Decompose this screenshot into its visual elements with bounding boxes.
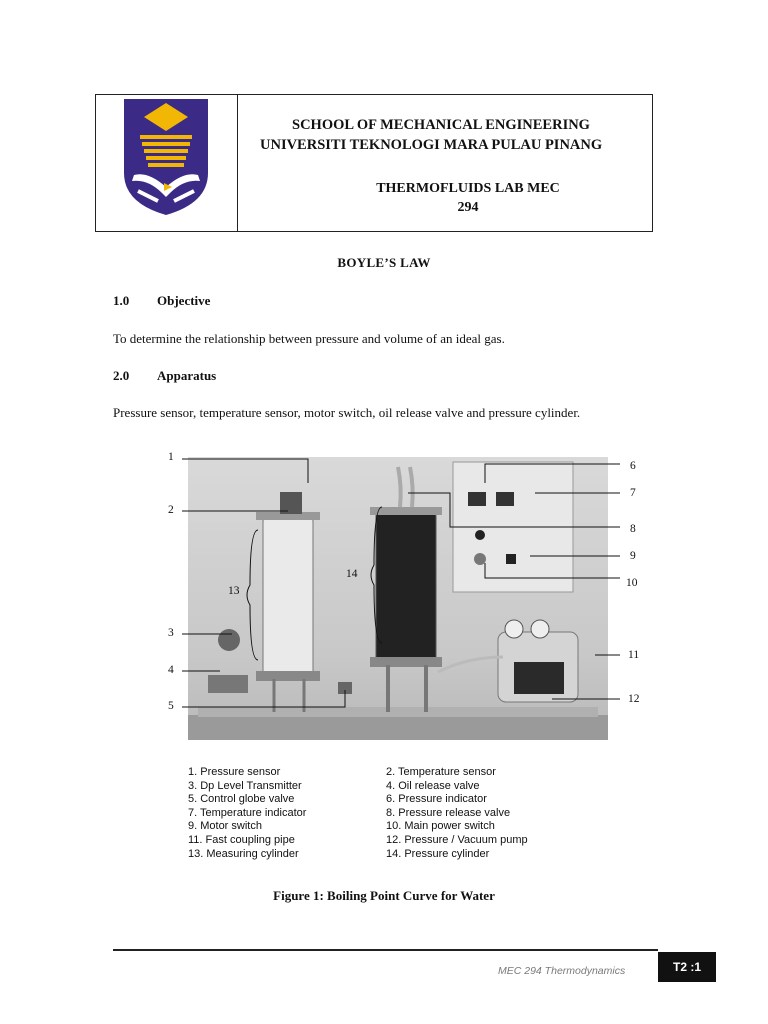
callout-10: 10 <box>626 577 638 589</box>
callout-9: 9 <box>630 550 636 562</box>
legend-item: 5. Control globe valve <box>188 793 295 806</box>
page-number-badge: T2 :1 <box>658 952 716 982</box>
section-2-text: Pressure sensor, temperature sensor, motor switch, oil release valve and pressure cylinder. <box>113 405 581 420</box>
legend-item: 6. Pressure indicator <box>386 793 487 806</box>
footer-course: MEC 294 Thermodynamics <box>498 965 626 977</box>
footer-divider <box>113 949 658 951</box>
uitm-logo <box>118 95 214 217</box>
callout-6: 6 <box>630 460 636 472</box>
school-line-2: UNIVERSITI TEKNOLOGI MARA PULAU PINANG <box>260 137 603 153</box>
legend-item: 7. Temperature indicator <box>188 806 307 819</box>
callout-13: 13 <box>228 585 240 597</box>
lab-line-1: THERMOFLUIDS LAB MEC <box>376 181 560 196</box>
lab-name <box>368 179 568 217</box>
section-2-number: 2.0 <box>113 368 130 383</box>
legend-item: 3. Dp Level Transmitter <box>188 779 302 792</box>
callout-1: 1 <box>168 451 174 463</box>
callout-5: 5 <box>168 700 174 712</box>
section-1-title: Objective <box>157 293 211 308</box>
legend-item: 1. Pressure sensor <box>188 766 281 778</box>
school-name <box>260 115 650 155</box>
legend-item: 9. Motor switch <box>188 820 262 833</box>
legend-item: 14. Pressure cylinder <box>386 847 490 860</box>
callout-lines <box>150 445 655 745</box>
legend-left <box>188 766 306 861</box>
callout-8: 8 <box>630 523 636 535</box>
section-2-title: Apparatus <box>157 368 217 383</box>
apparatus-figure <box>150 445 655 865</box>
page-title: BOYLE’S LAW <box>337 255 431 270</box>
callout-3: 3 <box>168 627 174 639</box>
callout-2: 2 <box>168 504 174 516</box>
callout-7: 7 <box>630 487 636 499</box>
callout-4: 4 <box>168 664 174 676</box>
legend-item: 11. Fast coupling pipe <box>188 833 295 846</box>
callout-11: 11 <box>628 649 640 661</box>
legend-item: 2. Temperature sensor <box>386 766 496 778</box>
section-1-number: 1.0 <box>113 293 130 308</box>
legend-item: 4. Oil release valve <box>386 779 480 792</box>
callout-12: 12 <box>628 693 640 705</box>
legend-right <box>386 766 528 861</box>
legend-item: 12. Pressure / Vacuum pump <box>386 833 528 846</box>
figure-caption: Figure 1: Boiling Point Curve for Water <box>273 888 495 903</box>
school-line-1: SCHOOL OF MECHANICAL ENGINEERING <box>292 117 590 133</box>
legend-item: 10. Main power switch <box>386 820 495 833</box>
legend-item: 13. Measuring cylinder <box>188 847 299 860</box>
callout-14: 14 <box>346 568 358 580</box>
legend-item: 8. Pressure release valve <box>386 806 511 819</box>
section-1-text: To determine the relationship between pressure and volume of an ideal gas. <box>113 331 505 346</box>
lab-line-2: 294 <box>457 200 479 215</box>
header-box <box>95 94 653 232</box>
logo-cell <box>96 95 238 231</box>
